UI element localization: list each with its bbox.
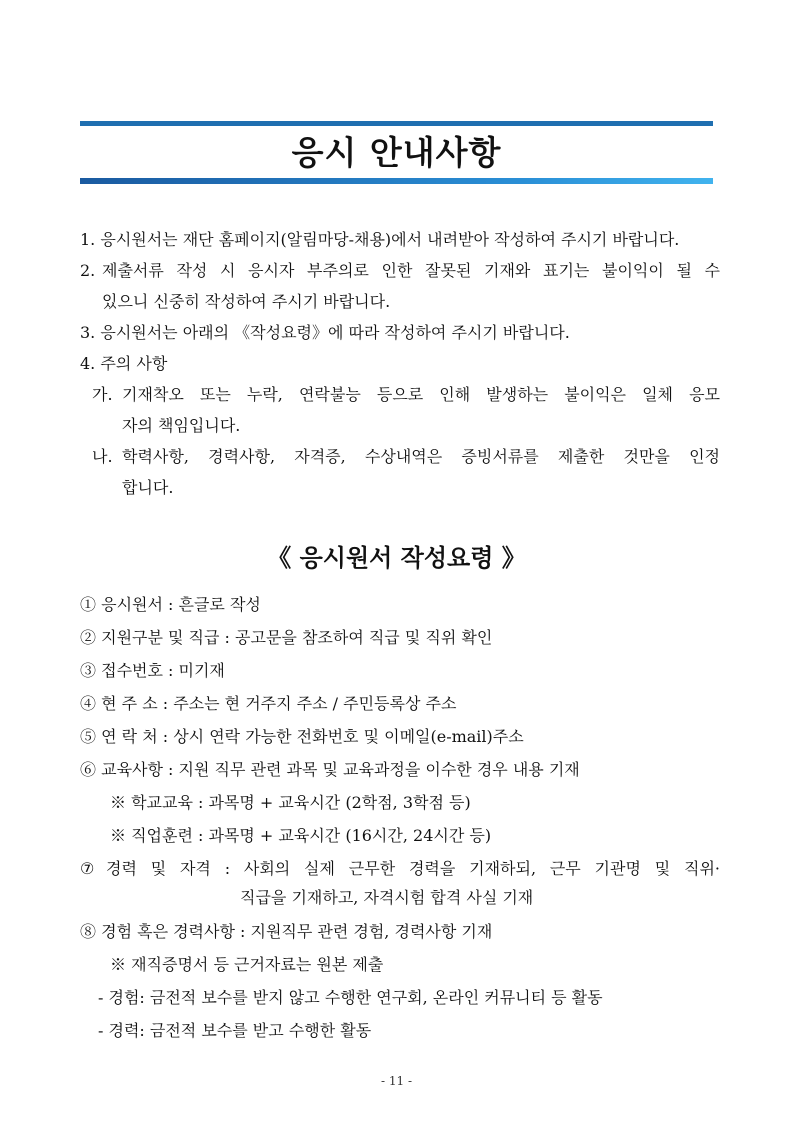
guide-item: [80, 915, 720, 948]
guide-note: ※ 재직증명서 등 근거자료는 원본 제출: [110, 955, 384, 974]
note-item: [80, 255, 720, 286]
guide-number: ③: [80, 661, 97, 680]
guide-text: 접수번호 : 미기재: [101, 661, 225, 680]
caution-mark: 나.: [92, 447, 113, 466]
guide-note: ※ 직업훈련 : 과목명 + 교육시간 (16시간, 24시간 등): [110, 826, 492, 845]
guide-text: 연 락 처 : 상시 연락 가능한 전화번호 및 이메일(e-mail)주소: [101, 727, 524, 746]
guide-number: ④: [80, 694, 97, 713]
caution-mark: 가.: [92, 385, 113, 404]
caution-text: 기재착오 또는 누락, 연락불능 등으로 인해 발생하는 불이익은 일체 응모: [122, 385, 720, 404]
title-rule-bottom: [80, 178, 713, 184]
page-number: - 11 -: [380, 1074, 412, 1088]
guide-number: ⑤: [80, 727, 97, 746]
note-text: 제출서류 작성 시 응시자 부주의로 인한 잘못된 기재와 표기는 불이익이 될 수: [102, 261, 720, 280]
note-item: [80, 348, 720, 379]
guide-item: [80, 852, 720, 885]
caution-continuation: 자의 책임입니다.: [122, 416, 241, 435]
note-item: [80, 317, 720, 348]
note-continuation: 있으니 신중히 작성하여 주시기 바랍니다.: [102, 292, 391, 311]
guide-number: ⑦: [80, 859, 95, 878]
guide-note: ※ 학교교육 : 과목명 + 교육시간 (2학점, 3학점 등): [110, 793, 471, 812]
caution-continuation: 합니다.: [122, 478, 174, 497]
note-number: 4.: [80, 354, 96, 373]
caution-item: [80, 441, 720, 472]
guide-item: [80, 753, 720, 786]
page-title: 응시 안내사항: [291, 133, 502, 172]
guide-text: 경력 및 자격 : 사회의 실제 근무한 경력을 기재하되, 근무 기관명 및 직위·: [106, 859, 720, 878]
guide-item: [80, 687, 720, 720]
guide-item: [80, 621, 720, 654]
note-item: [80, 224, 720, 255]
guide-number: ⑥: [80, 760, 97, 779]
title-rule-top: [80, 121, 713, 126]
guide-detail: - 경험: 금전적 보수를 받지 않고 수행한 연구회, 온라인 커뮤니티 등 활동: [98, 988, 603, 1007]
note-text: 응시원서는 아래의 《작성요령》에 따라 작성하여 주시기 바랍니다.: [100, 323, 570, 342]
guide-list: [80, 588, 720, 1047]
note-number: 2.: [80, 261, 96, 280]
note-text: 주의 사항: [100, 354, 168, 373]
caution-text: 학력사항, 경력사항, 자격증, 수상내역은 증빙서류를 제출한 것만을 인정: [122, 447, 720, 466]
guide-text: 현 주 소 : 주소는 현 거주지 주소 / 주민등록상 주소: [101, 694, 457, 713]
guide-text: 경험 혹은 경력사항 : 지원직무 관련 경험, 경력사항 기재: [101, 922, 493, 941]
note-text: 응시원서는 재단 홈페이지(알림마당-채용)에서 내려받아 작성하여 주시기 바랍니다.: [100, 230, 680, 249]
guide-text: 지원구분 및 직급 : 공고문을 참조하여 직급 및 직위 확인: [101, 628, 493, 647]
note-number: 3.: [80, 323, 96, 342]
guide-text: 교육사항 : 지원 직무 관련 과목 및 교육과정을 이수한 경우 내용 기재: [101, 760, 580, 779]
guide-text: 응시원서 : 흔글로 작성: [101, 595, 261, 614]
guide-item: [80, 720, 720, 753]
guide-continuation: 직급을 기재하고, 자격시험 합격 사실 기재: [240, 888, 534, 907]
notes-list: [80, 224, 720, 503]
note-number: 1.: [80, 230, 96, 249]
guide-item: [80, 588, 720, 621]
guide-item: [80, 654, 720, 687]
guide-number: ①: [80, 595, 97, 614]
caution-item: [80, 379, 720, 410]
guide-title: 《 응시원서 작성요령 》: [267, 544, 526, 572]
guide-detail: - 경력: 금전적 보수를 받고 수행한 활동: [98, 1021, 372, 1040]
guide-number: ②: [80, 628, 97, 647]
guide-number: ⑧: [80, 922, 97, 941]
